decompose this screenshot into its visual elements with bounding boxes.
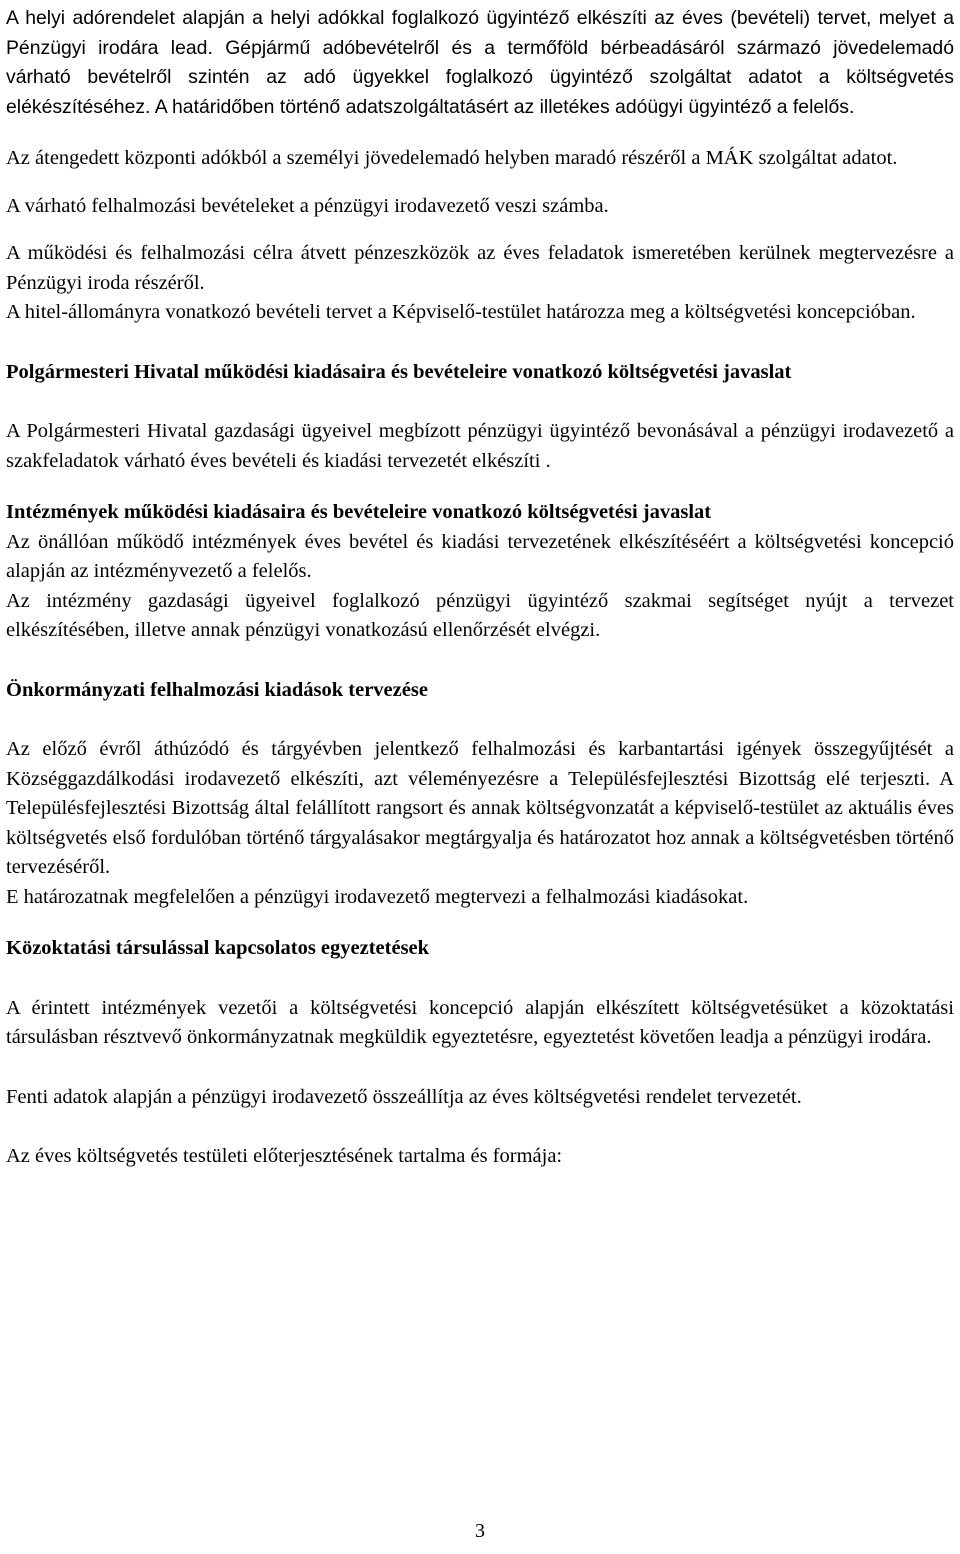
paragraph-transferred-funds: A működési és felhalmozási célra átvett pénzeszközök az éves feladatok ismeretében kerülnek megtervezésre a Pénzügyi iroda részéről. — [6, 242, 954, 294]
paragraph-submission-content: Az éves költségvetés testületi előterjesztésének tartalma és formája: — [6, 1145, 563, 1167]
paragraph-capital-expenditure-1: Az előző évről áthúzódó és tárgyévben jelentkező felhalmozási és karbantartási igények összegyűjtését a Községgazdálkodási irodavezető elkészíti, azt véleményezésre a Településfejlesztési Bizottság elé terjeszti. A Településfejlesztési Bizottság által felállított rangsort és annak költségvonzatát a képviselő-testület az aktuális éves költségvetés első fordulóban történő tárgyalásakor megtárgyalja és határozatot hoz annak a költségvetésben történő tervezéséről. — [6, 738, 954, 878]
paragraph-central-taxes: Az átengedett központi adókból a személyi jövedelemadó helyben maradó részéről a MÁK szolgáltat adatot. — [6, 147, 898, 169]
heading-institutions: Intézmények működési kiadásaira és bevételeire vonatkozó költségvetési javaslat — [6, 501, 712, 523]
paragraph-mayors-office: A Polgármesteri Hivatal gazdasági ügyeivel megbízott pénzügyi ügyintéző bevonásával a pénzügyi irodavezető a szakfeladatok várható éves bevételi és kiadási tervezetét elkészíti . — [6, 420, 954, 472]
heading-education-association: Közoktatási társulással kapcsolatos egyeztetések — [6, 937, 430, 959]
paragraph-budget-decree: Fenti adatok alapján a pénzügyi irodavezető összeállítja az éves költségvetési rendelet tervezetét. — [6, 1085, 802, 1108]
heading-capital-expenditure: Önkormányzati felhalmozási kiadások tervezése — [6, 678, 428, 701]
paragraph-institutions-2: Az intézmény gazdasági ügyeivel foglalkozó pénzügyi ügyintéző szakmai segítséget nyújt a tervezet elkészítésében, illetve annak pénzügyi vonatkozású ellenőrzését elvégzi. — [6, 589, 954, 641]
heading-mayors-office: Polgármesteri Hivatal működési kiadásaira és bevételeire vonatkozó költségvetési javaslat — [6, 360, 792, 383]
page-number: 3 — [475, 1520, 485, 1542]
paragraph-capital-expenditure-2: E határozatnak megfelelően a pénzügyi irodavezető megtervezi a felhalmozási kiadásokat. — [6, 885, 749, 908]
paragraph-local-tax-plan: A helyi adórendelet alapján a helyi adókkal foglalkozó ügyintéző elkészíti az éves (bevételi) tervet, melyet a Pénzügyi irodára lead. Gépjármű adóbevételről és a termőföld bérbeadásáról származó jövedelemadó várható bevételről szintén az adó ügyekkel foglalkozó ügyintéző szolgáltat adatot a költségvetés elékészítéséhez. A határidőben történő adatszolgáltatásért az illetékes adóügyi ügyintéző a felelős. — [6, 7, 954, 118]
paragraph-loan-plan: A hitel-állományra vonatkozó bevételi tervet a Képviselő-testület határozza meg a költségvetési koncepcióban. — [6, 301, 916, 323]
paragraph-institutions-1: Az önállóan működő intézmények éves bevétel és kiadási tervezetének elkészítéséért a költségvetési koncepció alapján az intézményvezető a felelős. — [6, 530, 954, 582]
paragraph-capital-revenue: A várható felhalmozási bevételeket a pénzügyi irodavezető veszi számba. — [6, 194, 609, 217]
paragraph-education-association: A érintett intézmények vezetői a költségvetési koncepció alapján elkészített költségvetésüket a közoktatási társulásban résztvevő önkormányzatnak megküldik egyeztetésre, egyeztetést követően leadja a pénzügyi irodára. — [6, 996, 954, 1048]
